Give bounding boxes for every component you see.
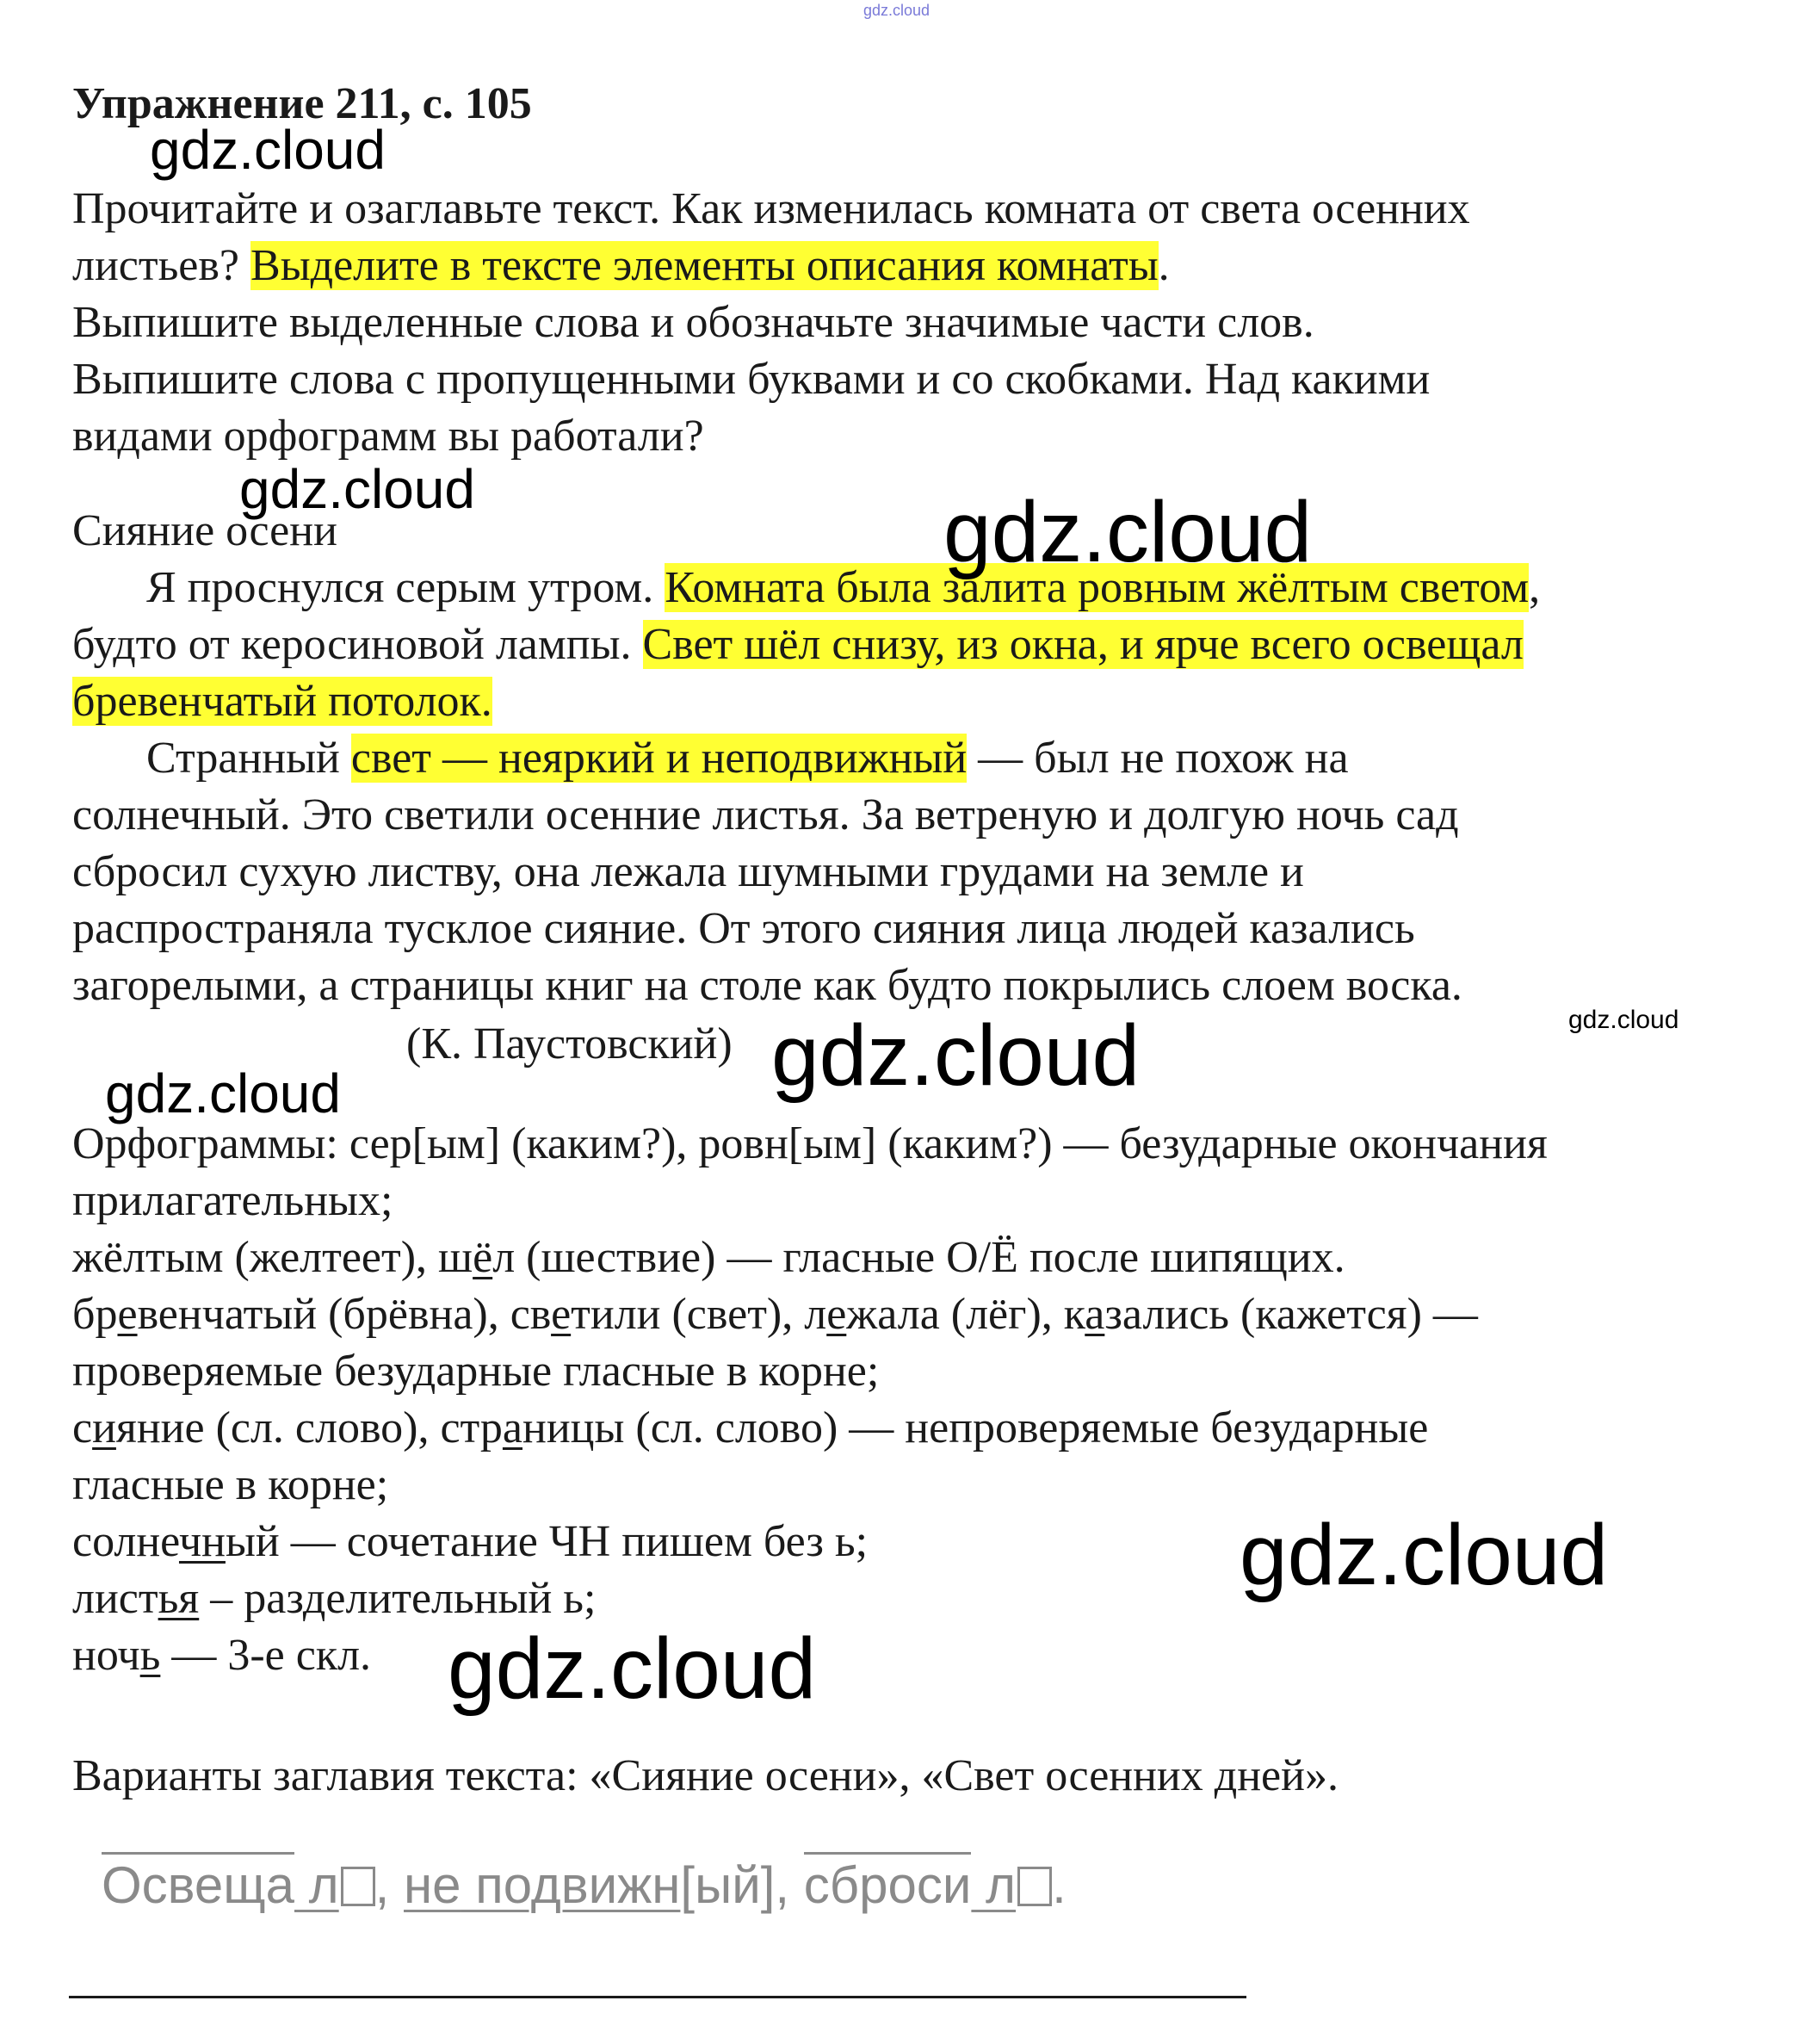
morph-stem: сброси xyxy=(804,1852,972,1914)
orth-underlined: ья xyxy=(158,1574,200,1623)
top-watermark: gdz.cloud xyxy=(862,2,931,19)
orth-underlined: а xyxy=(502,1403,522,1452)
orth-underlined: чн xyxy=(178,1517,226,1566)
text-line-2 xyxy=(72,616,1524,673)
task-line-3: Выпишите выделенные слова и обозначьте значимые части слов. xyxy=(72,298,1314,347)
orth-text: венчатый (брёвна), св xyxy=(137,1290,552,1339)
orth-text: – разделительный ь; xyxy=(199,1574,597,1623)
orth-text: бр xyxy=(72,1290,118,1339)
orth-line-2: прилагательных; xyxy=(72,1176,393,1225)
highlight: бревенчатый потолок. xyxy=(72,677,492,726)
text-line-8: загорелыми, а страницы книг на столе как будто покрылись слоем воска. xyxy=(72,961,1462,1010)
watermark: gdz.cloud xyxy=(943,484,1313,580)
orth-text: с xyxy=(72,1403,93,1452)
task-line-1: Прочитайте и озаглавьте текст. Как изменилась комната от света осенних xyxy=(72,184,1470,233)
text-line-3 xyxy=(72,673,492,730)
orth-underlined: ё xyxy=(473,1233,493,1282)
orth-text: лист xyxy=(72,1574,158,1623)
text-fragment: , xyxy=(1529,563,1541,612)
orth-underlined: е xyxy=(551,1290,572,1339)
title-variants: Варианты заглавия текста: «Сияние осени», «Свет осенних дней». xyxy=(72,1751,1339,1800)
morph-prefix: не xyxy=(404,1856,461,1914)
orth-line-7: гласные в корне; xyxy=(72,1460,389,1509)
morph-end: . xyxy=(1052,1856,1067,1914)
morph-suffix: л xyxy=(294,1856,339,1914)
zero-ending-box xyxy=(341,1867,375,1906)
morpheme-analysis xyxy=(102,1855,1067,1915)
text-author: (К. Паустовский) xyxy=(406,1019,733,1068)
orth-text: жала (лёг), к xyxy=(846,1290,1085,1339)
orth-line-3 xyxy=(72,1229,1345,1286)
morph-root: Освеща xyxy=(102,1852,294,1914)
orth-text: — 3-е скл. xyxy=(160,1631,372,1680)
task-text: листьев? xyxy=(72,241,240,290)
orth-line-5: проверяемые безударные гласные в корне; xyxy=(72,1347,880,1396)
morph-separator: , xyxy=(775,1856,804,1914)
watermark: gdz.cloud xyxy=(150,119,386,181)
highlight: Свет шёл снизу, из окна, и ярче всего освещал xyxy=(642,620,1524,669)
text-fragment: Я проснулся серым утром. xyxy=(146,563,654,612)
zero-ending-box xyxy=(1017,1867,1052,1906)
morph-root: подвижн xyxy=(461,1856,681,1914)
morph-separator: , xyxy=(374,1856,405,1914)
orth-text: тили (свет), л xyxy=(571,1290,827,1339)
text-fragment: — был не похож на xyxy=(978,734,1349,783)
orth-underlined: а xyxy=(1085,1290,1105,1339)
text-line-6: сбросил сухую листву, она лежала шумными грудами на земле и xyxy=(72,847,1304,896)
task-line-5: видами орфограмм вы работали? xyxy=(72,412,704,461)
orth-underlined: и xyxy=(92,1403,116,1452)
orth-line-1: Орфограммы: сер[ым] (каким?), ровн[ым] (каким?) — безударные окончания xyxy=(72,1119,1548,1168)
orth-text: ноч xyxy=(72,1631,140,1680)
text-line-7: распространяла тусклое сияние. От этого сияния лица людей казались xyxy=(72,904,1415,953)
orth-line-8 xyxy=(72,1514,868,1570)
highlight: Комната была залита ровным жёлтым светом xyxy=(665,563,1530,612)
orth-text: солне xyxy=(72,1517,179,1566)
orth-underlined: е xyxy=(117,1290,138,1339)
task-line-4: Выпишите слова с пропущенными буквами и со скобками. Над какими xyxy=(72,355,1431,404)
highlight: Выделите в тексте элементы описания комнаты xyxy=(250,241,1159,290)
orth-text: ницы (сл. слово) — непроверяемые безударные xyxy=(522,1403,1429,1452)
watermark: gdz.cloud xyxy=(1568,1006,1679,1034)
task-text: . xyxy=(1158,241,1170,290)
orth-underlined: е xyxy=(826,1290,847,1339)
text-line-1 xyxy=(72,560,1540,616)
task-line-2 xyxy=(72,238,1170,294)
morph-suffix: л xyxy=(971,1856,1017,1914)
orth-text: ый — сочетание ЧН пишем без ь; xyxy=(225,1517,869,1566)
text-heading: Сияние осени xyxy=(72,506,337,555)
watermark: gdz.cloud xyxy=(239,458,475,520)
text-fragment: будто от керосиновой лампы. xyxy=(72,620,632,669)
watermark: gdz.cloud xyxy=(448,1620,817,1717)
orth-text: яние (сл. слово), стр xyxy=(115,1403,503,1452)
orth-line-6 xyxy=(72,1400,1428,1457)
orth-line-10 xyxy=(72,1627,371,1684)
highlight: свет — неяркий и неподвижный xyxy=(350,734,968,783)
orth-underlined: ь xyxy=(139,1631,161,1680)
orth-text: л (шествие) — гласные О/Ё после шипящих. xyxy=(492,1233,1345,1282)
orth-line-4 xyxy=(72,1286,1478,1343)
morph-ending: [ый] xyxy=(680,1856,776,1914)
orth-text: жёлтым (желтеет), ш xyxy=(72,1233,473,1282)
watermark: gdz.cloud xyxy=(105,1062,341,1124)
bottom-rule xyxy=(69,1996,1246,1998)
text-line-4 xyxy=(72,730,1349,787)
exercise-title: Упражнение 211, с. 105 xyxy=(72,79,532,128)
watermark: gdz.cloud xyxy=(771,1007,1141,1104)
text-fragment: Странный xyxy=(146,734,340,783)
orth-text: зались (кажется) — xyxy=(1104,1290,1478,1339)
orth-line-9 xyxy=(72,1570,596,1627)
text-line-5: солнечный. Это светили осенние листья. За ветреную и долгую ночь сад xyxy=(72,790,1459,839)
watermark: gdz.cloud xyxy=(1240,1507,1609,1603)
